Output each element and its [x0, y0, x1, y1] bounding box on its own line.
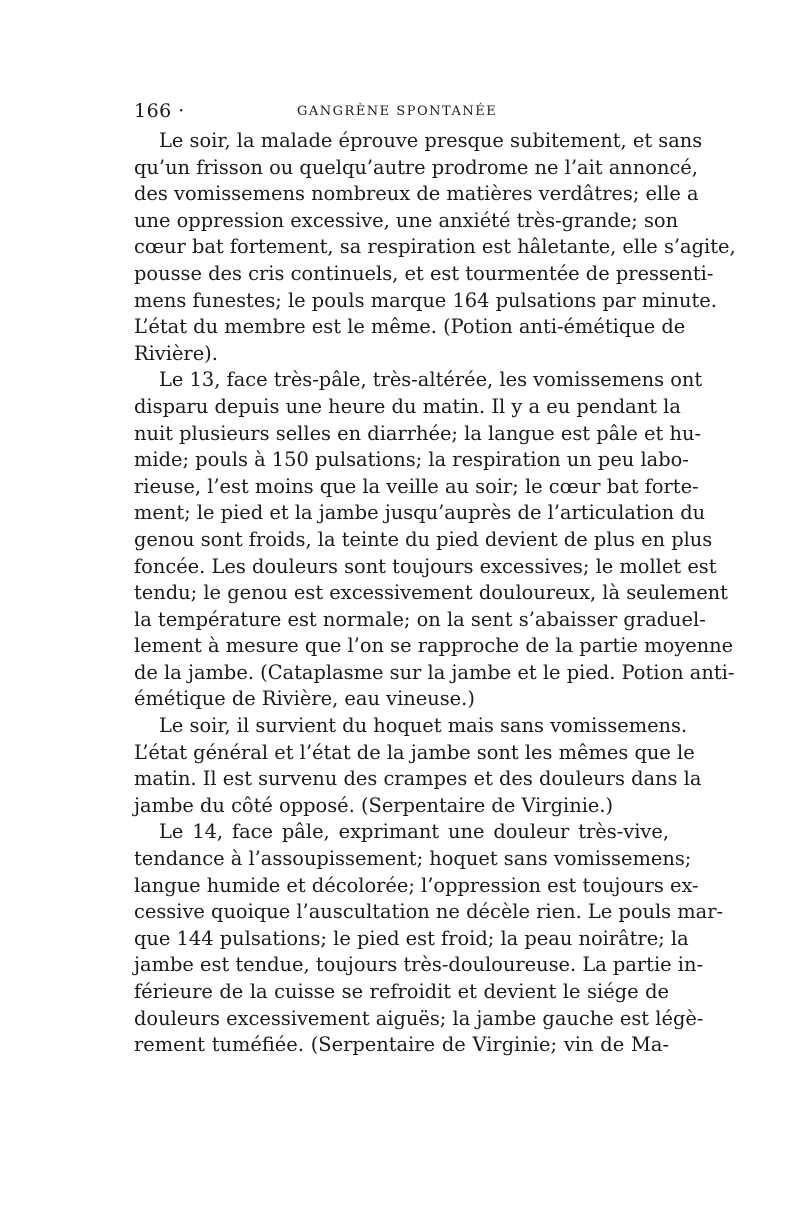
text-line: Le 14, face pâle, exprimant une douleur très-vive, — [159, 820, 669, 844]
text-line: Le soir, il survient du hoquet mais sans vomissemens. — [159, 714, 688, 738]
page-header — [134, 100, 669, 128]
text-line: une oppression excessive, une anxiété très-grande; son — [134, 208, 679, 232]
text-line: nuit plusieurs selles en diarrhée; la langue est pâle et hu- — [134, 421, 702, 445]
text-line: de la jambe. (Cataplasme sur la jambe et le pied. Potion anti- — [134, 660, 735, 684]
text-line: rement tuméfiée. (Serpentaire de Virginie; vin de Ma- — [134, 1033, 669, 1057]
text-line: mens funestes; le pouls marque 164 pulsations par minute. — [134, 288, 717, 312]
text-line: que 144 pulsations; le pied est froid; la peau noirâtre; la — [134, 926, 689, 950]
text-line: foncée. Les douleurs sont toujours excessives; le mollet est — [134, 554, 717, 578]
text-line: jambe du côté opposé. (Serpentaire de Virginie.) — [134, 793, 614, 817]
text-line: émétique de Rivière, eau vineuse.) — [134, 687, 475, 711]
text-line: tendance à l’assoupissement; hoquet sans vomissemens; — [134, 847, 692, 871]
text-line: Le 13, face très-pâle, très-altérée, les vomissemens ont — [159, 368, 703, 392]
text-line: mide; pouls à 150 pulsations; la respiration un peu labo- — [134, 448, 689, 472]
running-title: GANGRÈNE SPONTANÉE — [297, 104, 498, 119]
text-line: pousse des cris continuels, et est tourmentée de pressenti- — [134, 261, 714, 285]
text-line: la température est normale; on la sent s’abaisser graduel- — [134, 607, 706, 631]
text-line: cœur bat fortement, sa respiration est hâletante, elle s’agite, — [134, 235, 736, 259]
text-line: cessive quoique l’auscultation ne décèle rien. Le pouls mar- — [134, 900, 724, 924]
text-line: Le soir, la malade éprouve presque subitement, et sans — [159, 129, 703, 152]
body-text — [134, 128, 736, 1059]
text-line: tendu; le genou est excessivement douloureux, là seulement — [134, 581, 728, 605]
text-line: langue humide et décolorée; l’oppression est toujours ex- — [134, 873, 699, 897]
page-number: 166 · — [134, 100, 185, 122]
text-line: qu’un frisson ou quelqu’autre prodrome ne l’ait annoncé, — [134, 155, 698, 179]
text-line: douleurs excessivement aiguës; la jambe gauche est légè- — [134, 1006, 704, 1030]
text-line: ment; le pied et la jambe jusqu’auprès de l’articulation du — [134, 501, 706, 525]
text-line: genou sont froids, la teinte du pied devient de plus en plus — [134, 527, 713, 551]
text-line: des vomissemens nombreux de matières verdâtres; elle a — [134, 182, 699, 206]
text-line: rieuse, l’est moins que la veille au soir; le cœur bat forte- — [134, 474, 699, 498]
text-line: L’état du membre est le même. (Potion anti-émétique de — [134, 315, 686, 339]
text-line: jambe est tendue, toujours très-douloureuse. La partie in- — [134, 953, 704, 977]
text-line: disparu depuis une heure du matin. Il y a eu pendant la — [134, 394, 681, 418]
text-line: lement à mesure que l’on se rapproche de la partie moyenne — [134, 634, 734, 658]
text-line: Rivière). — [134, 341, 218, 365]
text-line: L’état général et l’état de la jambe sont les mêmes que le — [134, 740, 695, 764]
text-line: matin. Il est survenu des crampes et des douleurs dans la — [134, 767, 702, 791]
text-line: férieure de la cuisse se refroidit et devient le siége de — [134, 980, 669, 1003]
